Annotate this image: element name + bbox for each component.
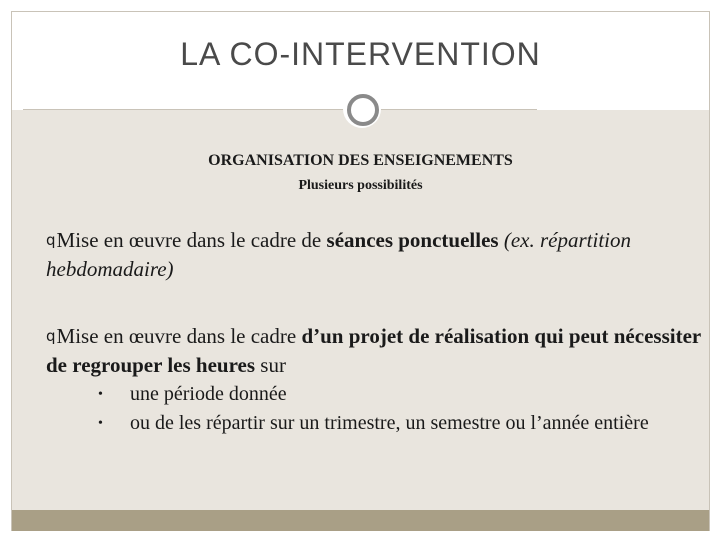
- bullet-dot-icon: •: [98, 416, 103, 431]
- title-divider: [23, 109, 537, 110]
- p2-tail: sur: [255, 353, 286, 377]
- list-item: [98, 409, 678, 438]
- p2-bold: d’un projet de réalisation qui peut nécessiter de regrouper les heures: [46, 324, 701, 377]
- p1-text: Mise en œuvre dans le cadre de: [56, 228, 327, 252]
- checkbox-bullet-icon: q: [46, 327, 56, 345]
- sub-bullet-list: [98, 380, 678, 438]
- p1-bold: séances ponctuelles: [326, 228, 499, 252]
- content-panel: [12, 110, 709, 510]
- section-subheading: Plusieurs possibilités: [298, 178, 423, 193]
- slide-frame: [11, 11, 710, 531]
- bullet-dot-icon: •: [98, 387, 103, 402]
- circle-ornament-icon: [343, 90, 381, 128]
- paragraph-projet: [46, 322, 706, 380]
- list-item-text: ou de les répartir sur un trimestre, un semestre ou l’année entière: [130, 412, 649, 434]
- slide-title: LA CO-INTERVENTION: [180, 36, 541, 72]
- list-item: [98, 380, 678, 409]
- list-item-text: une période donnée: [130, 383, 287, 405]
- paragraph-seances: [46, 226, 706, 284]
- p2-text: Mise en œuvre dans le cadre: [56, 324, 302, 348]
- section-heading: ORGANISATION DES ENSEIGNEMENTS: [208, 152, 513, 169]
- bottom-bar: [12, 510, 709, 531]
- checkbox-bullet-icon: q: [46, 231, 56, 249]
- p1-italic: (ex. répartition hebdomadaire): [46, 228, 631, 281]
